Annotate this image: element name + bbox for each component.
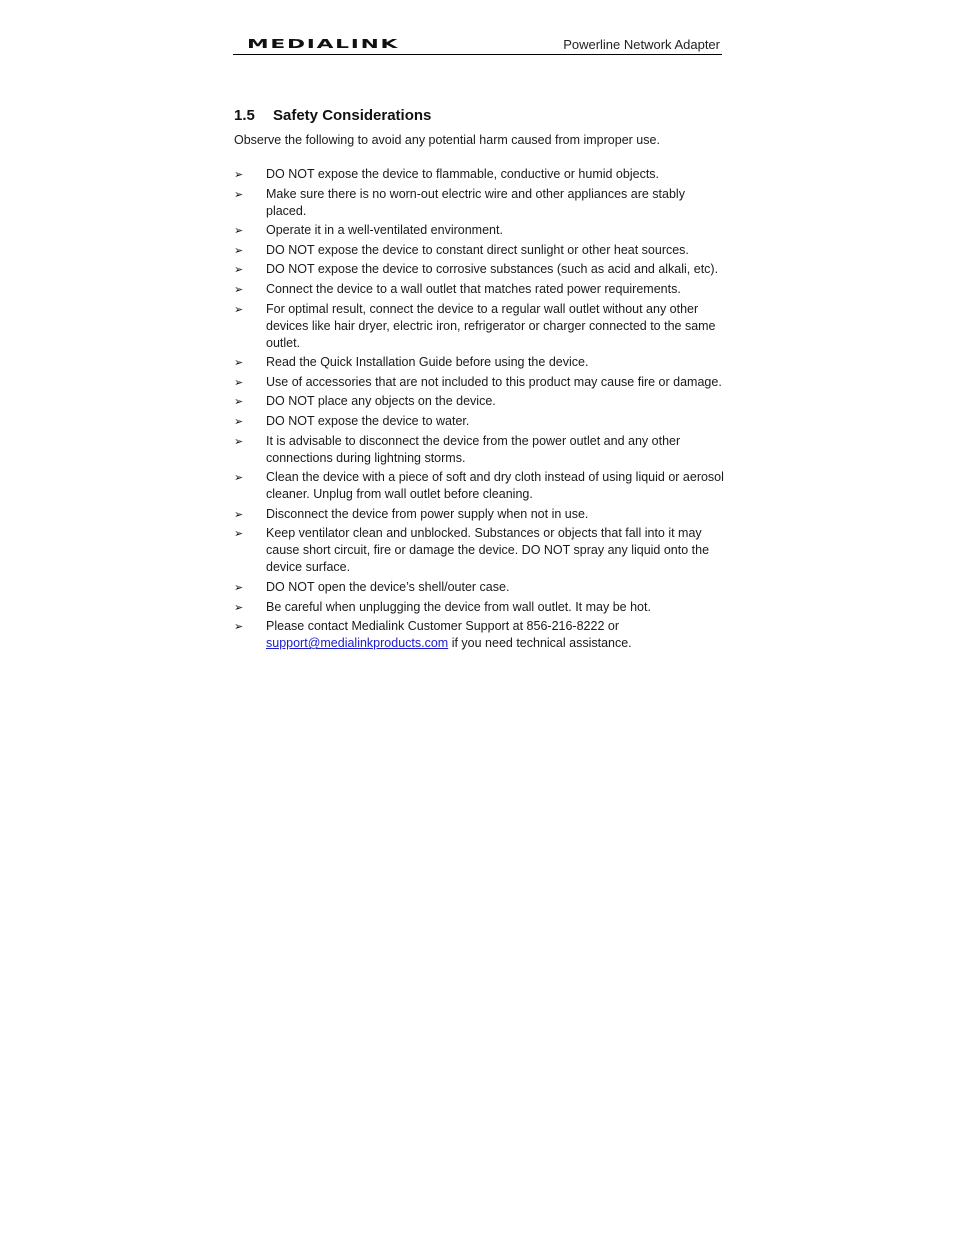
list-item-text: Use of accessories that are not included to this product may cause fire or damage. [266,374,722,389]
arrowhead-bullet-icon: ➢ [234,507,244,521]
section-intro: Observe the following to avoid any potential harm caused from improper use. [234,133,660,147]
list-item-contact [234,618,724,652]
list-item-text: DO NOT expose the device to constant direct sunlight or other heat sources. [266,242,689,257]
arrowhead-bullet-icon: ➢ [234,243,244,257]
list-item [234,433,724,467]
section-heading [234,106,431,126]
medialink-logo: MEDIALINK [247,36,400,52]
list-item [234,222,724,239]
list-item [234,374,724,391]
arrowhead-bullet-icon: ➢ [234,580,244,594]
list-item [234,506,724,523]
list-item [234,525,724,576]
list-item [234,354,724,371]
list-item [234,242,724,259]
arrowhead-bullet-icon: ➢ [234,356,244,370]
list-item [234,469,724,503]
list-item-text: It is advisable to disconnect the device from the power outlet and any other connections during lightning storms. [266,433,681,465]
list-item-text: Read the Quick Installation Guide before using the device. [266,355,589,370]
list-item-text: DO NOT expose the device to corrosive substances (such as acid and alkali, etc). [266,262,719,277]
arrowhead-bullet-icon: ➢ [234,224,244,238]
arrowhead-bullet-icon: ➢ [234,620,244,634]
contact-text-after: if you need technical assistance. [448,636,632,651]
list-item [234,301,724,352]
support-email-link[interactable]: support@medialinkproducts.com [266,636,449,651]
safety-list [234,166,724,655]
list-item [234,599,724,616]
section-number: 1.5 [234,107,255,124]
arrowhead-bullet-icon: ➢ [234,263,244,277]
list-item-text: Operate it in a well-ventilated environment. [266,223,503,238]
arrowhead-bullet-icon: ➢ [234,282,244,296]
arrowhead-bullet-icon: ➢ [234,527,244,541]
list-item-text: Disconnect the device from power supply when not in use. [266,506,589,521]
arrowhead-bullet-icon: ➢ [234,187,244,201]
arrowhead-bullet-icon: ➢ [234,471,244,485]
list-item [234,186,724,220]
list-item-text: DO NOT place any objects on the device. [266,394,496,409]
list-item-text: Clean the device with a piece of soft and dry cloth instead of using liquid or aerosol cleaner. Unplug from wall outlet before cleaning. [266,470,724,502]
list-item [234,166,724,183]
list-item [234,393,724,410]
arrowhead-bullet-icon: ➢ [234,395,244,409]
list-item [234,579,724,596]
arrowhead-bullet-icon: ➢ [234,302,244,316]
list-item-text: DO NOT open the device’s shell/outer case. [266,579,510,594]
contact-text-before: Please contact Medialink Customer Support at 856-216-8222 or [266,619,619,634]
section-title: Safety Considerations [273,107,432,124]
arrowhead-bullet-icon: ➢ [234,600,244,614]
page-header [233,34,722,55]
list-item [234,281,724,298]
arrowhead-bullet-icon: ➢ [234,434,244,448]
list-item-text: Be careful when unplugging the device from wall outlet. It may be hot. [266,599,651,614]
list-item-text: Keep ventilator clean and unblocked. Substances or objects that fall into it may cause short circuit, fire or damage the device. DO NOT spray any liquid onto the device surface. [266,526,710,575]
list-item [234,261,724,278]
list-item [234,413,724,430]
list-item-text: DO NOT expose the device to flammable, conductive or humid objects. [266,167,660,181]
list-item-text: DO NOT expose the device to water. [266,413,470,428]
list-item-text: For optimal result, connect the device to a regular wall outlet without any other devices like hair dryer, electric iron, refrigerator or charger connected to the same outlet. [266,301,716,350]
list-item-text: Make sure there is no worn-out electric wire and other appliances are stably placed. [266,186,685,218]
list-item-text: Connect the device to a wall outlet that matches rated power requirements. [266,281,681,296]
arrowhead-bullet-icon: ➢ [234,414,244,428]
arrowhead-bullet-icon: ➢ [234,168,244,181]
arrowhead-bullet-icon: ➢ [234,375,244,389]
header-title: Powerline Network Adapter [563,37,720,52]
